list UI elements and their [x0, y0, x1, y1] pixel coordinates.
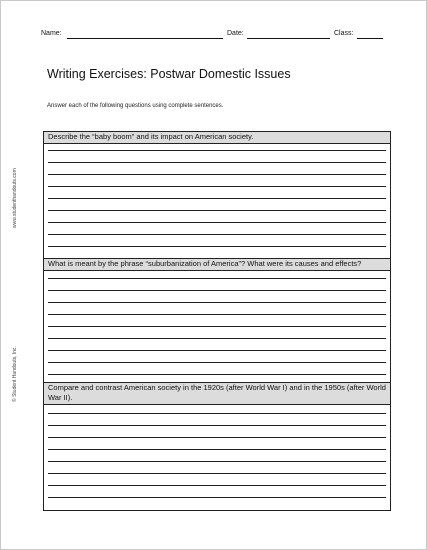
- answer-line[interactable]: [48, 162, 386, 163]
- answer-line[interactable]: [48, 425, 386, 426]
- question-section-2: [44, 258, 390, 382]
- instructions-text: Answer each of the following questions using complete sentences.: [47, 103, 224, 109]
- answer-line[interactable]: [48, 485, 386, 486]
- answer-line[interactable]: [48, 174, 386, 175]
- answer-line[interactable]: [48, 326, 386, 327]
- question-section-3: [44, 382, 390, 510]
- website-watermark: www.studenthandouts.com: [12, 168, 18, 228]
- answer-line[interactable]: [48, 290, 386, 291]
- answer-line[interactable]: [48, 186, 386, 187]
- answer-line[interactable]: [48, 338, 386, 339]
- name-label: Name:: [41, 30, 62, 37]
- answer-line[interactable]: [48, 210, 386, 211]
- answer-line[interactable]: [48, 302, 386, 303]
- name-blank[interactable]: [67, 38, 223, 39]
- answer-line[interactable]: [48, 449, 386, 450]
- answer-line[interactable]: [48, 314, 386, 315]
- questions-box: [43, 131, 391, 511]
- answer-line[interactable]: [48, 461, 386, 462]
- answer-line[interactable]: [48, 374, 386, 375]
- answer-line[interactable]: [48, 473, 386, 474]
- answer-line[interactable]: [48, 150, 386, 151]
- answer-line[interactable]: [48, 234, 386, 235]
- class-label: Class:: [334, 30, 354, 37]
- question-2: What is meant by the phrase “suburbanization of America”? What were its causes and effects?: [44, 258, 390, 271]
- page-title: Writing Exercises: Postwar Domestic Issues: [47, 67, 291, 81]
- date-blank[interactable]: [247, 38, 330, 39]
- date-label: Date:: [227, 30, 244, 37]
- question-3: Compare and contrast American society in the 1920s (after World War I) and in the 1950s (after World War II).: [44, 382, 390, 405]
- class-blank[interactable]: [357, 38, 383, 39]
- answer-line[interactable]: [48, 350, 386, 351]
- answer-line[interactable]: [48, 278, 386, 279]
- answer-line[interactable]: [48, 198, 386, 199]
- answer-line[interactable]: [48, 362, 386, 363]
- copyright-watermark: © Student Handouts, Inc.: [12, 346, 18, 402]
- answer-line[interactable]: [48, 437, 386, 438]
- question-section-1: [44, 132, 390, 258]
- answer-line[interactable]: [48, 222, 386, 223]
- answer-line[interactable]: [48, 413, 386, 414]
- student-info-row: [41, 30, 386, 42]
- answer-line[interactable]: [48, 497, 386, 498]
- answer-line[interactable]: [48, 246, 386, 247]
- question-1: Describe the “baby boom” and its impact on American society.: [44, 132, 390, 144]
